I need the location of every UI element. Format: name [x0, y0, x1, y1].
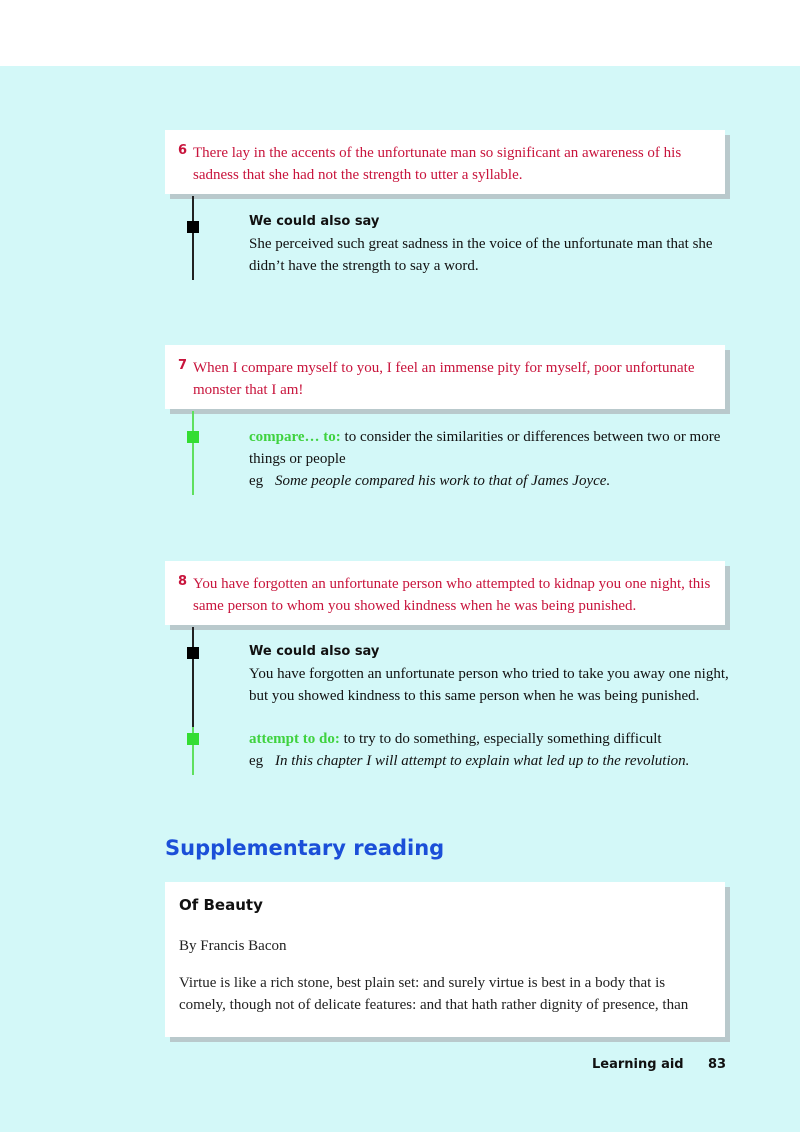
section-title: Supplementary reading [165, 836, 445, 860]
sentence-box-7 [165, 345, 725, 409]
note-marker [187, 647, 199, 659]
alt-phrasing-note [249, 211, 729, 277]
vocab-definition: to consider the similarities or differences between two or more things or people [249, 429, 721, 467]
note-marker [187, 221, 199, 233]
sentence-text: You have forgotten an unfortunate person who attempted to kidnap you one night, this same person to whom you showed kindness when he was being punished. [193, 576, 711, 614]
sentence-text: There lay in the accents of the unfortunate man so significant an awareness of his sadness that she had not the strength to utter a syllable. [193, 145, 682, 183]
note-connector-line [192, 627, 194, 727]
alt-phrasing-text: She perceived such great sadness in the voice of the unfortunate man that she didn’t have the strength to say a word. [249, 236, 713, 274]
vocab-example: In this chapter I will attempt to explain what led up to the revolution. [275, 753, 690, 769]
sentence-box-6 [165, 130, 725, 194]
item-number: 6 [178, 143, 188, 158]
reading-author: By Francis Bacon [179, 938, 287, 954]
reading-box [165, 882, 725, 1037]
alt-phrasing-note [249, 641, 729, 707]
vocab-marker [187, 733, 199, 745]
vocab-marker [187, 431, 199, 443]
vocab-definition: to try to do something, especially something difficult [343, 731, 662, 747]
note-connector-line [192, 411, 194, 495]
vocab-note [249, 728, 729, 772]
item-number: 7 [178, 358, 188, 373]
sentence-box-8 [165, 561, 725, 625]
vocab-note [249, 426, 729, 492]
eg-label: eg [249, 473, 264, 489]
reading-title: Of Beauty [179, 896, 263, 914]
footer-label: Learning aid [592, 1057, 684, 1072]
sentence-text: When I compare myself to you, I feel an immense pity for myself, poor unfortunate monster that I am! [193, 360, 695, 398]
alt-phrasing-text: You have forgotten an unfortunate person who tried to take you away one night, but you showed kindness to this same person when he was being punished. [249, 666, 729, 704]
alt-phrasing-heading: We could also say [249, 214, 380, 229]
vocab-term: compare… to: [249, 429, 341, 445]
eg-label: eg [249, 753, 264, 769]
alt-phrasing-heading: We could also say [249, 644, 380, 659]
vocab-example: Some people compared his work to that of James Joyce. [275, 473, 611, 489]
vocab-term: attempt to do: [249, 731, 340, 747]
page-number: 83 [708, 1057, 727, 1072]
note-connector-line [192, 196, 194, 280]
reading-body: Virtue is like a rich stone, best plain set: and surely virtue is best in a body that is comely, though not of delicate features: and that hath rather dignity of presence, than [179, 975, 689, 1013]
item-number: 8 [178, 574, 188, 589]
